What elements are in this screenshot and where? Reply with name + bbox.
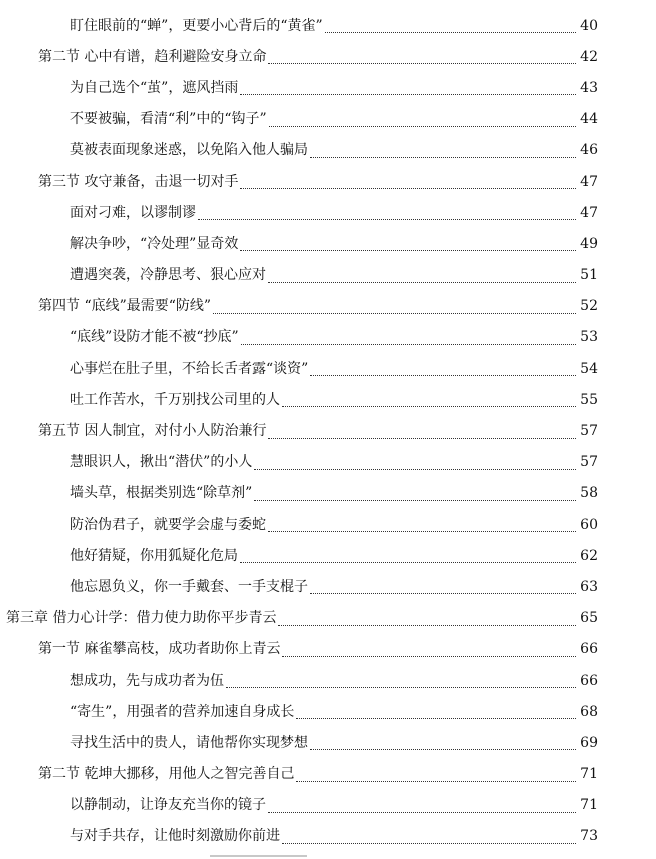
dot-leader <box>296 765 576 782</box>
dot-leader <box>240 234 576 251</box>
toc-entry-title: 他好猜疑，你用狐疑化危局 <box>70 547 238 564</box>
dot-leader <box>226 671 576 688</box>
toc-page-number: 62 <box>580 547 598 564</box>
toc-entry-title: 为自己选个“茧”，遮风挡雨 <box>70 79 239 96</box>
toc-subsection-entry[interactable] <box>0 821 656 852</box>
toc-subsection-entry[interactable] <box>0 72 656 103</box>
toc-page-number: 65 <box>580 610 598 627</box>
dot-leader <box>268 796 576 813</box>
dot-leader <box>310 733 576 750</box>
dot-leader <box>282 640 576 657</box>
toc-subsection-entry[interactable] <box>0 447 656 478</box>
toc-subsection-entry[interactable] <box>0 509 656 540</box>
toc-entry-title: 想成功，先与成功者为伍 <box>70 672 224 689</box>
toc-entry-title: 寻找生活中的贵人，请他帮你实现梦想 <box>70 734 308 751</box>
dot-leader <box>240 78 576 95</box>
dot-leader <box>268 47 576 64</box>
toc-section-entry[interactable] <box>0 415 656 446</box>
toc-entry-title: 盯住眼前的“蝉”，更要小心背后的“黄雀” <box>70 17 323 34</box>
toc-entry-title: 第四节 “底线”最需要“防线” <box>38 298 212 315</box>
toc-section-entry[interactable] <box>0 759 656 790</box>
toc-page-number: 51 <box>580 267 598 284</box>
toc-page-number: 57 <box>580 454 598 471</box>
toc-subsection-entry[interactable] <box>0 571 656 602</box>
toc-page-number: 43 <box>580 79 598 96</box>
toc-subsection-entry[interactable] <box>0 353 656 384</box>
toc-subsection-entry[interactable] <box>0 384 656 415</box>
toc-entry-title: “寄生”，用强者的营养加速自身成长 <box>70 703 295 720</box>
dot-leader <box>296 702 576 719</box>
toc-entry-title: 第二节 心中有谱，趋利避险安身立命 <box>38 48 267 65</box>
dot-leader <box>278 609 576 626</box>
toc-section-entry[interactable] <box>0 41 656 72</box>
dot-leader <box>254 484 576 501</box>
toc-page-number: 52 <box>580 298 598 315</box>
dot-leader <box>310 141 576 158</box>
dot-leader <box>268 422 576 439</box>
toc-subsection-entry[interactable] <box>0 790 656 821</box>
dot-leader <box>268 266 576 283</box>
toc-page-number: 60 <box>580 516 598 533</box>
dot-leader <box>254 453 576 470</box>
toc-page-number: 42 <box>580 48 598 65</box>
toc-entry-title: 不要被骗，看清“利”中的“钩子” <box>70 111 267 128</box>
dot-leader <box>282 390 576 407</box>
toc-subsection-entry[interactable] <box>0 135 656 166</box>
toc-entry-title: 第五节 因人制宜，对付小人防治兼行 <box>38 423 267 440</box>
toc-entry-title: “底线”设防才能不被“抄底” <box>70 329 239 346</box>
toc-page-number: 71 <box>580 766 598 783</box>
toc-entry-title: 第一节 麻雀攀高枝，成功者助你上青云 <box>38 641 281 658</box>
toc-entry-title: 莫被表面现象迷惑，以免陷入他人骗局 <box>70 142 308 159</box>
dot-leader <box>268 515 576 532</box>
toc-page-number: 54 <box>580 360 598 377</box>
toc-page-number: 63 <box>580 578 598 595</box>
toc-page-number: 57 <box>580 423 598 440</box>
toc-subsection-entry[interactable] <box>0 260 656 291</box>
toc-subsection-entry[interactable] <box>0 104 656 135</box>
toc-page-number: 46 <box>580 142 598 159</box>
table-of-contents <box>0 10 656 852</box>
toc-subsection-entry[interactable] <box>0 540 656 571</box>
dot-leader <box>282 827 576 844</box>
toc-subsection-entry[interactable] <box>0 10 656 41</box>
toc-entry-title: 与对手共存，让他时刻激励你前进 <box>70 828 280 845</box>
dot-leader <box>198 203 576 220</box>
toc-entry-title: 解决争吵，“冷处理”显奇效 <box>70 235 239 252</box>
dot-leader <box>310 577 576 594</box>
dot-leader <box>310 359 576 376</box>
toc-section-entry[interactable] <box>0 634 656 665</box>
toc-entry-title: 面对刁难，以谬制谬 <box>70 204 196 221</box>
toc-page-number: 68 <box>580 703 598 720</box>
toc-page-number: 73 <box>580 828 598 845</box>
toc-page-number: 47 <box>580 173 598 190</box>
toc-entry-title: 心事烂在肚子里，不给长舌者露“谈资” <box>70 360 309 377</box>
toc-entry-title: 他忘恩负义，你一手戴套、一手支棍子 <box>70 578 308 595</box>
toc-subsection-entry[interactable] <box>0 322 656 353</box>
dot-leader <box>269 110 576 127</box>
toc-section-entry[interactable] <box>0 291 656 322</box>
toc-page-number: 55 <box>580 391 598 408</box>
toc-subsection-entry[interactable] <box>0 727 656 758</box>
toc-entry-title: 第三章 借力心计学：借力使力助你平步青云 <box>6 610 277 627</box>
toc-page-number: 49 <box>580 235 598 252</box>
toc-page-number: 66 <box>580 672 598 689</box>
dot-leader <box>241 328 576 345</box>
toc-page-number: 71 <box>580 797 598 814</box>
toc-page-number: 66 <box>580 641 598 658</box>
toc-page-number: 40 <box>580 17 598 34</box>
toc-entry-title: 防治伪君子，就要学会虚与委蛇 <box>70 516 266 533</box>
toc-entry-title: 吐工作苦水，千万别找公司里的人 <box>70 391 280 408</box>
toc-entry-title: 以静制动，让诤友充当你的镜子 <box>70 797 266 814</box>
toc-chapter-entry[interactable] <box>0 603 656 634</box>
toc-entry-title: 遭遇突袭，冷静思考、狠心应对 <box>70 267 266 284</box>
toc-subsection-entry[interactable] <box>0 478 656 509</box>
toc-subsection-entry[interactable] <box>0 696 656 727</box>
toc-subsection-entry[interactable] <box>0 665 656 696</box>
toc-subsection-entry[interactable] <box>0 197 656 228</box>
dot-leader <box>213 297 576 314</box>
page-footer-bar <box>210 855 307 857</box>
toc-entry-title: 第二节 乾坤大挪移，用他人之智完善自己 <box>38 766 295 783</box>
toc-subsection-entry[interactable] <box>0 228 656 259</box>
toc-page-number: 53 <box>580 329 598 346</box>
toc-section-entry[interactable] <box>0 166 656 197</box>
toc-page-number: 58 <box>580 485 598 502</box>
toc-entry-title: 墙头草，根据类别选“除草剂” <box>70 485 253 502</box>
dot-leader <box>325 16 576 33</box>
toc-page-number: 44 <box>580 111 598 128</box>
toc-page-number: 69 <box>580 734 598 751</box>
toc-entry-title: 慧眼识人，揪出“潜伏”的小人 <box>70 454 253 471</box>
toc-entry-title: 第三节 攻守兼备，击退一切对手 <box>38 173 239 190</box>
dot-leader <box>240 546 576 563</box>
dot-leader <box>240 172 576 189</box>
toc-page-number: 47 <box>580 204 598 221</box>
